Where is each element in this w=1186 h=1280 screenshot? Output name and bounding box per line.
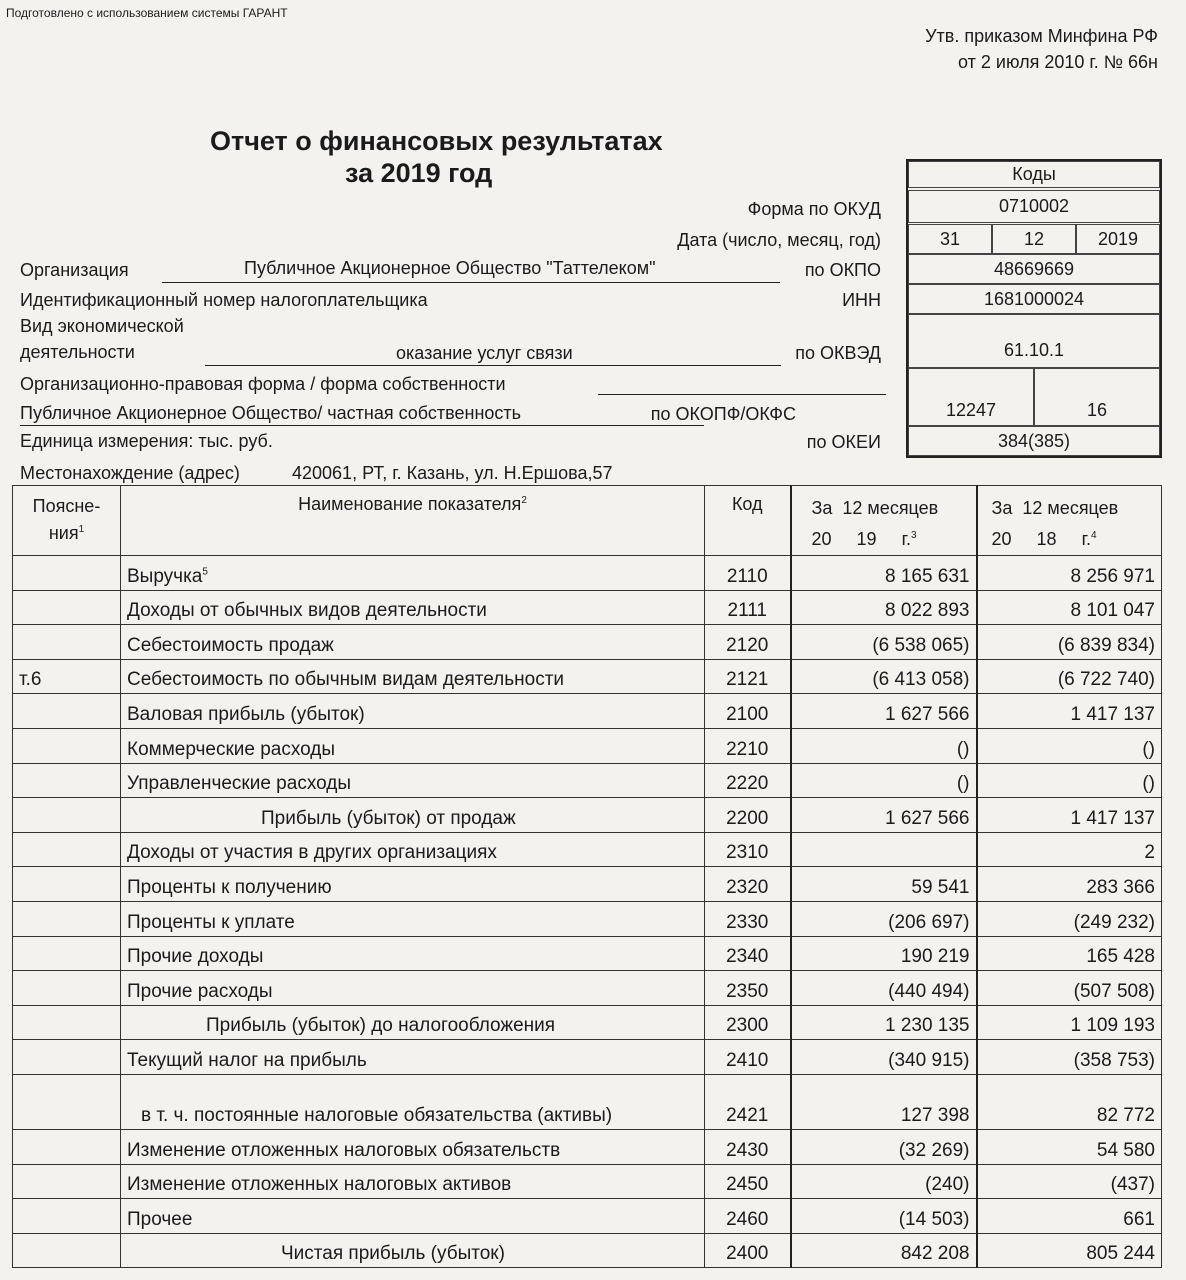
row-name (121, 728, 705, 763)
approval-line-2: от 2 июля 2010 г. № 66н (958, 52, 1158, 72)
row-name (121, 1199, 705, 1234)
row-code (705, 763, 791, 798)
row-value-2019 (791, 694, 977, 729)
row-name (121, 901, 705, 936)
row-value-2018 (977, 1199, 1162, 1234)
table-row (13, 832, 1162, 867)
row-value-2018-text: (507 508) (1073, 980, 1155, 1002)
row-note (13, 1005, 121, 1040)
row-name (121, 659, 705, 694)
row-code (705, 659, 791, 694)
row-code (705, 1040, 791, 1075)
col-code-header: Код (705, 486, 791, 556)
row-value-2018 (977, 694, 1162, 729)
row-value-2019 (791, 590, 977, 625)
table-header-row (13, 486, 1162, 556)
row-name (121, 763, 705, 798)
row-name (121, 867, 705, 902)
row-value-2019-text: (340 915) (888, 1049, 970, 1071)
row-code-text: 2200 (726, 807, 769, 829)
table-row (13, 867, 1162, 902)
row-value-2019 (791, 901, 977, 936)
row-name (121, 556, 705, 591)
row-name-text: Чистая прибыль (убыток) (281, 1243, 505, 1265)
col-note-header: Поясне- ния$^1$ (13, 486, 121, 556)
row-value-2019 (791, 1233, 977, 1268)
row-note (13, 1164, 121, 1199)
row-value-2019-text: 59 541 (911, 876, 970, 898)
table-row (13, 1040, 1162, 1075)
row-name-text: Проценты к получению (127, 876, 332, 898)
row-value-2018 (977, 590, 1162, 625)
activity-underline (205, 365, 781, 366)
row-name-text: Текущий налог на прибыль (127, 1049, 367, 1071)
row-code-text: 2320 (726, 876, 769, 898)
row-name (121, 1233, 705, 1268)
row-value-2018 (977, 1005, 1162, 1040)
codes-header: Коды (908, 161, 1160, 188)
row-value-2019 (791, 728, 977, 763)
row-name-text: Управленческие расходы (127, 773, 351, 795)
approval-line-1: Утв. приказом Минфина РФ (925, 26, 1158, 46)
row-name-text: Изменение отложенных налоговых активов (127, 1174, 512, 1196)
row-note (13, 694, 121, 729)
row-value-2018 (977, 1074, 1162, 1129)
row-note (13, 763, 121, 798)
row-code (705, 694, 791, 729)
row-code-text: 2300 (726, 1015, 769, 1037)
row-code-text: 2310 (726, 842, 769, 864)
row-value-2019-text: 190 219 (900, 946, 970, 968)
table-row (13, 659, 1162, 694)
okved-code: 61.10.1 (908, 314, 1160, 368)
row-value-2019-text: (206 697) (888, 911, 970, 933)
row-code (705, 971, 791, 1006)
row-code (705, 1164, 791, 1199)
row-note (13, 971, 121, 1006)
row-note (13, 936, 121, 971)
row-value-2019-text: 8 165 631 (884, 565, 970, 587)
row-name-text: в т. ч. постоянные налоговые обязательства (активы) (141, 1104, 613, 1126)
table-row (13, 763, 1162, 798)
row-value-2019-text: (32 269) (898, 1139, 970, 1161)
row-value-2018-text: 1 417 137 (1070, 807, 1155, 829)
row-code (705, 728, 791, 763)
row-value-2019 (791, 867, 977, 902)
col-name-header: Наименование показателя$^2$ (121, 486, 705, 556)
row-value-2018 (977, 867, 1162, 902)
row-value-2019 (791, 625, 977, 660)
row-value-2018 (977, 625, 1162, 660)
row-value-2018-text: (249 232) (1073, 911, 1155, 933)
organization-label: Организация (20, 260, 129, 280)
row-code (705, 590, 791, 625)
row-code-text: 2450 (726, 1174, 769, 1196)
okei-label: по ОКЕИ (806, 432, 881, 452)
row-value-2018-text: (6 839 834) (1057, 634, 1155, 656)
row-code-text: 2100 (726, 703, 769, 725)
row-name (121, 1074, 705, 1129)
row-value-2019-text: 127 398 (900, 1104, 970, 1126)
row-name-text: Прочие расходы (127, 980, 273, 1002)
row-name (121, 1164, 705, 1199)
okopf-code: 12247 (908, 368, 1034, 426)
row-name (121, 1129, 705, 1164)
row-value-2018 (977, 659, 1162, 694)
row-value-2019-text: 8 022 893 (884, 600, 970, 622)
row-code-text: 2210 (726, 738, 769, 760)
okud-label: Форма по ОКУД (747, 199, 881, 219)
row-value-2018-text: 1 417 137 (1070, 703, 1155, 725)
row-value-2018-text: () (1142, 773, 1155, 795)
table-row (13, 1233, 1162, 1268)
row-value-2018 (977, 1164, 1162, 1199)
row-note (13, 1233, 121, 1268)
unit-label: Единица измерения: тыс. руб. (20, 431, 273, 451)
inn-code: 1681000024 (908, 284, 1160, 314)
row-code-text: 2460 (726, 1208, 769, 1230)
row-note-text: т.6 (19, 669, 42, 691)
activity-value: оказание услуг связи (396, 343, 573, 363)
row-note (13, 1040, 121, 1075)
activity-label-2: деятельности (20, 342, 135, 362)
row-value-2019 (791, 1074, 977, 1129)
report-title: Отчет о финансовых результатах (210, 126, 663, 156)
row-note (13, 798, 121, 833)
row-code (705, 901, 791, 936)
legal-form-underline (598, 394, 886, 395)
row-code-text: 2120 (726, 634, 769, 656)
row-note (13, 832, 121, 867)
row-value-2019 (791, 763, 977, 798)
row-value-2019-text: () (956, 738, 970, 760)
row-value-2019-text: 842 208 (900, 1243, 970, 1265)
row-note (13, 556, 121, 591)
row-value-2019-text: (6 538 065) (872, 634, 970, 656)
row-value-2018-text: 2 (1144, 842, 1155, 864)
inn-label: ИНН (842, 290, 881, 310)
row-value-2019 (791, 1129, 977, 1164)
table-row (13, 1164, 1162, 1199)
row-name-text: Выручка (127, 565, 203, 587)
okopf-label: по ОКОПФ/ОКФС (650, 404, 796, 424)
row-name-text: Себестоимость продаж (127, 634, 334, 656)
date-label: Дата (число, месяц, год) (677, 230, 881, 250)
row-code (705, 1005, 791, 1040)
row-value-2018 (977, 1040, 1162, 1075)
row-code-text: 2220 (726, 773, 769, 795)
row-code-text: 2350 (726, 980, 769, 1002)
row-note (13, 1129, 121, 1164)
row-code-text: 2421 (726, 1104, 769, 1126)
row-value-2018-text: 165 428 (1086, 946, 1155, 968)
row-value-2018 (977, 556, 1162, 591)
row-name (121, 694, 705, 729)
table-row (13, 901, 1162, 936)
row-value-2019 (791, 1199, 977, 1234)
row-value-2018 (977, 971, 1162, 1006)
row-code-text: 2340 (726, 946, 769, 968)
legal-form-value: Публичное Акционерное Общество/ частная собственность (20, 403, 522, 423)
row-name (121, 1005, 705, 1040)
table-row (13, 936, 1162, 971)
row-value-2018-text: 8 256 971 (1070, 565, 1155, 587)
row-name (121, 590, 705, 625)
table-row (13, 1199, 1162, 1234)
row-name (121, 832, 705, 867)
report-period: за 2019 год (345, 158, 493, 188)
row-value-2018-text: 283 366 (1086, 876, 1155, 898)
row-name (121, 1040, 705, 1075)
table-row (13, 694, 1162, 729)
date-day: 31 (908, 224, 992, 254)
col-2019-header: За 12 месяцев 20 19 г.$^3$ (791, 486, 977, 556)
organization-underline (162, 282, 780, 283)
row-note (13, 1199, 121, 1234)
okpo-label: по ОКПО (804, 260, 881, 280)
address-label: Местонахождение (адрес) (20, 463, 240, 483)
table-row (13, 590, 1162, 625)
row-note (13, 901, 121, 936)
row-note (13, 590, 121, 625)
row-value-2019 (791, 971, 977, 1006)
date-year: 2019 (1076, 224, 1160, 254)
row-value-2019 (791, 1164, 977, 1199)
table-row (13, 556, 1162, 591)
row-code (705, 1129, 791, 1164)
row-value-2018-text: 82 772 (1096, 1104, 1155, 1126)
okud-code: 0710002 (908, 190, 1160, 223)
row-value-2019 (791, 1040, 977, 1075)
row-value-2018 (977, 901, 1162, 936)
financial-results-table (12, 485, 1162, 1268)
row-value-2019-text: 1 627 566 (884, 703, 970, 725)
row-value-2018-text: 805 244 (1086, 1243, 1155, 1265)
row-name-text: Прочее (127, 1208, 193, 1230)
row-value-2019-text: () (956, 773, 970, 795)
row-value-2018-text: 1 109 193 (1070, 1015, 1155, 1037)
footnote-marker: 5 (202, 566, 208, 578)
row-name-text: Прочие доходы (127, 946, 264, 968)
table-row (13, 1129, 1162, 1164)
row-value-2018-text: 661 (1123, 1208, 1155, 1230)
table-row (13, 625, 1162, 660)
row-value-2018 (977, 728, 1162, 763)
table-row (13, 1074, 1162, 1129)
legal-form-value-underline (20, 425, 704, 426)
organization-value: Публичное Акционерное Общество "Таттелеком" (244, 258, 656, 278)
row-value-2019 (791, 1005, 977, 1040)
row-value-2019-text: (240) (925, 1174, 970, 1196)
row-value-2018-text: (358 753) (1073, 1049, 1155, 1071)
row-code (705, 556, 791, 591)
table-row (13, 728, 1162, 763)
row-name (121, 798, 705, 833)
row-name-text: Коммерческие расходы (127, 738, 336, 760)
row-value-2018-text: () (1142, 738, 1155, 760)
row-name-text: Изменение отложенных налоговых обязательств (127, 1139, 561, 1161)
row-code (705, 1233, 791, 1268)
row-value-2019-text: (6 413 058) (872, 669, 970, 691)
row-name-text: Валовая прибыль (убыток) (127, 703, 365, 725)
okved-label: по ОКВЭД (795, 343, 881, 363)
row-name (121, 625, 705, 660)
row-note (13, 659, 121, 694)
row-value-2019 (791, 556, 977, 591)
row-value-2018 (977, 936, 1162, 971)
row-value-2019-text: (14 503) (898, 1208, 970, 1230)
col-2018-header: За 12 месяцев 20 18 г.$^4$ (977, 486, 1162, 556)
row-value-2018 (977, 832, 1162, 867)
row-code (705, 625, 791, 660)
table-row (13, 1005, 1162, 1040)
row-value-2019 (791, 936, 977, 971)
row-code-text: 2110 (726, 565, 768, 587)
okei-code: 384(385) (908, 426, 1160, 456)
legal-form-label: Организационно-правовая форма / форма собственности (20, 374, 506, 394)
row-value-2019 (791, 832, 977, 867)
row-value-2019 (791, 798, 977, 833)
row-code-text: 2410 (726, 1049, 769, 1071)
inn-full-label: Идентификационный номер налогоплательщика (20, 290, 428, 310)
row-code (705, 832, 791, 867)
row-value-2018-text: 8 101 047 (1070, 600, 1155, 622)
garant-notice: Подготовлено с использованием системы ГАРАНТ (6, 6, 288, 20)
row-value-2018 (977, 798, 1162, 833)
row-code (705, 936, 791, 971)
row-code-text: 2330 (726, 911, 769, 933)
row-value-2018-text: 54 580 (1096, 1139, 1155, 1161)
row-note (13, 625, 121, 660)
okpo-code: 48669669 (908, 254, 1160, 284)
address-value: 420061, РТ, г. Казань, ул. Н.Ершова,57 (292, 463, 613, 483)
row-value-2018 (977, 1129, 1162, 1164)
row-value-2019-text: 1 230 135 (884, 1015, 970, 1037)
row-code-text: 2121 (726, 669, 769, 691)
row-name-text: Проценты к уплате (127, 911, 295, 933)
row-value-2018-text: (437) (1110, 1174, 1155, 1196)
row-code-text: 2111 (727, 600, 767, 622)
row-note (13, 728, 121, 763)
row-code (705, 1074, 791, 1129)
row-value-2018 (977, 763, 1162, 798)
row-name (121, 936, 705, 971)
date-month: 12 (992, 224, 1076, 254)
row-value-2019 (791, 659, 977, 694)
row-code-text: 2400 (726, 1243, 769, 1265)
row-note (13, 867, 121, 902)
row-name-text: Доходы от обычных видов деятельности (127, 600, 487, 622)
row-name-text: Себестоимость по обычным видам деятельности (127, 669, 565, 691)
row-name-text: Прибыль (убыток) от продаж (261, 807, 516, 829)
row-note (13, 1074, 121, 1129)
row-code (705, 867, 791, 902)
row-value-2019-text: (440 494) (888, 980, 970, 1002)
row-name-text: Доходы от участия в других организациях (127, 842, 497, 864)
row-name-text: Прибыль (убыток) до налогообложения (206, 1015, 556, 1037)
row-name (121, 971, 705, 1006)
row-code-text: 2430 (726, 1139, 769, 1161)
row-code (705, 1199, 791, 1234)
okfs-code: 16 (1034, 368, 1160, 426)
row-value-2018-text: (6 722 740) (1057, 669, 1155, 691)
table-row (13, 971, 1162, 1006)
row-value-2018 (977, 1233, 1162, 1268)
row-value-2019-text: 1 627 566 (884, 807, 970, 829)
row-code (705, 798, 791, 833)
activity-label-1: Вид экономической (20, 316, 184, 336)
table-row (13, 798, 1162, 833)
